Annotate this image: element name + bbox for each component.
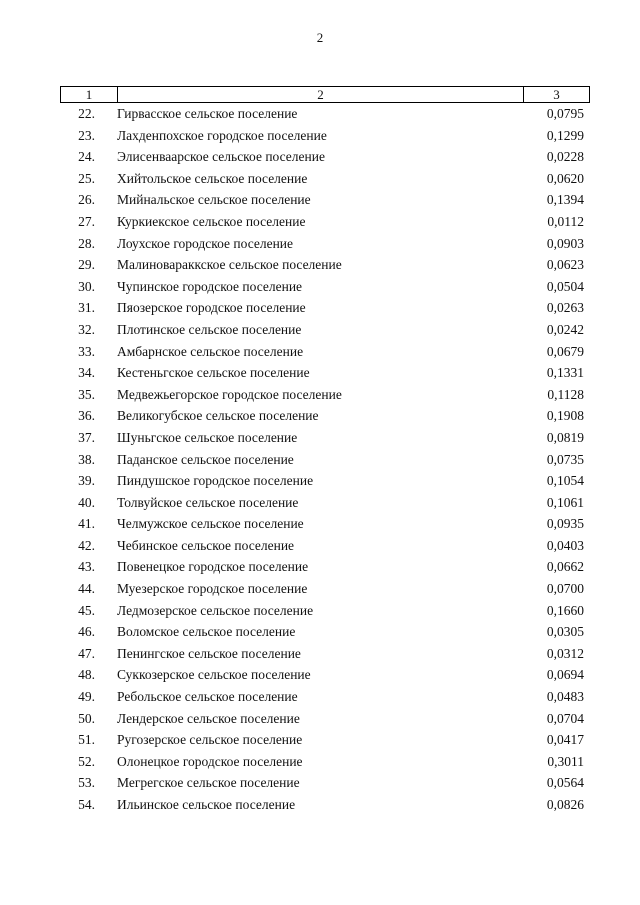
settlement-name: Кестеньгское сельское поселение — [117, 365, 310, 381]
header-col-1: 1 — [85, 87, 93, 102]
row-number: 41. — [78, 516, 95, 532]
row-number: 26. — [78, 192, 95, 208]
coefficient-value: 0,1331 — [546, 365, 584, 381]
settlement-name: Олонецкое городское поселение — [117, 753, 303, 769]
coefficient-value: 0,0504 — [546, 278, 584, 294]
settlement-name: Куркиекское сельское поселение — [117, 213, 306, 229]
coefficient-value: 0,0704 — [546, 710, 584, 726]
settlement-name: Суккозерское сельское поселение — [117, 667, 311, 683]
table-row — [0, 536, 640, 558]
coefficient-value: 0,0242 — [546, 321, 584, 337]
coefficient-value: 0,0694 — [546, 667, 584, 683]
row-number: 34. — [78, 365, 95, 381]
table-row — [0, 773, 640, 795]
coefficient-value: 0,0819 — [546, 429, 584, 445]
table-row — [0, 320, 640, 342]
row-number: 40. — [78, 494, 95, 510]
settlement-name: Повенецкое городское поселение — [117, 559, 309, 575]
row-number: 23. — [78, 127, 95, 143]
row-number: 35. — [78, 386, 95, 402]
coefficient-value: 0,0903 — [546, 235, 584, 251]
table-row — [0, 579, 640, 601]
table-row — [0, 126, 640, 148]
row-number: 33. — [78, 343, 95, 359]
settlement-name: Ильинское сельское поселение — [117, 797, 296, 812]
row-number: 49. — [78, 689, 95, 705]
coefficient-value: 0,1128 — [547, 386, 584, 402]
table-row — [0, 147, 640, 169]
settlement-name: Толвуйское сельское поселение — [117, 494, 299, 510]
table-row — [0, 644, 640, 666]
row-number: 52. — [78, 753, 95, 769]
table-row — [0, 450, 640, 472]
coefficient-value: 0,0483 — [546, 689, 584, 705]
settlement-name: Плотинское сельское поселение — [117, 321, 302, 337]
table-row — [0, 752, 640, 774]
row-number: 44. — [78, 581, 95, 597]
row-number: 54. — [78, 797, 95, 812]
page-number: 2 — [316, 30, 324, 45]
settlement-name: Великогубское сельское поселение — [117, 408, 319, 424]
row-number: 51. — [78, 732, 95, 748]
table-row — [0, 622, 640, 644]
row-number: 50. — [78, 710, 95, 726]
table-body — [0, 104, 640, 817]
table-row — [0, 687, 640, 709]
settlement-name: Ругозерское сельское поселение — [117, 732, 303, 748]
coefficient-value: 0,0620 — [546, 170, 584, 186]
table-row — [0, 665, 640, 687]
row-number: 48. — [78, 667, 95, 683]
table-row — [0, 363, 640, 385]
settlement-name: Ребольское сельское поселение — [117, 689, 298, 705]
table-row — [0, 601, 640, 623]
coefficient-value: 0,0826 — [546, 797, 584, 812]
table-row — [0, 104, 640, 126]
settlement-name: Мегрегское сельское поселение — [117, 775, 300, 791]
row-number: 45. — [78, 602, 95, 618]
row-number: 28. — [78, 235, 95, 251]
coefficient-value: 0,0417 — [546, 732, 584, 748]
settlement-name: Воломское сельское поселение — [117, 624, 296, 640]
coefficient-value: 0,3011 — [547, 753, 584, 769]
coefficient-value: 0,0263 — [546, 300, 584, 316]
row-number: 43. — [78, 559, 95, 575]
row-number: 46. — [78, 624, 95, 640]
row-number: 29. — [78, 257, 95, 273]
settlement-name: Гирвасское сельское поселение — [117, 106, 298, 121]
settlement-name: Элисенваарское сельское поселение — [117, 149, 325, 165]
coefficient-value: 0,0795 — [546, 106, 584, 121]
table-row — [0, 234, 640, 256]
table-header — [60, 86, 590, 103]
row-number: 53. — [78, 775, 95, 791]
coefficient-value: 0,0735 — [546, 451, 584, 467]
table-row — [0, 428, 640, 450]
row-number: 30. — [78, 278, 95, 294]
table-row — [0, 493, 640, 515]
table-row — [0, 255, 640, 277]
coefficient-value: 0,1054 — [546, 473, 584, 489]
coefficient-value: 0,0403 — [546, 537, 584, 553]
coefficient-value: 0,0623 — [546, 257, 584, 273]
coefficient-value: 0,1394 — [546, 192, 584, 208]
settlement-name: Чебинское сельское поселение — [117, 537, 295, 553]
settlement-name: Ледмозерское сельское поселение — [117, 602, 314, 618]
coefficient-value: 0,0564 — [546, 775, 584, 791]
settlement-name: Муезерское городское поселение — [117, 581, 308, 597]
coefficient-value: 0,0312 — [546, 645, 584, 661]
table-row — [0, 471, 640, 493]
coefficient-value: 0,1061 — [546, 494, 584, 510]
row-number: 36. — [78, 408, 95, 424]
row-number: 39. — [78, 473, 95, 489]
row-number: 27. — [78, 213, 95, 229]
coefficient-value: 0,1660 — [546, 602, 584, 618]
coefficient-value: 0,0679 — [546, 343, 584, 359]
table-row — [0, 169, 640, 191]
coefficient-value: 0,0112 — [547, 213, 584, 229]
settlement-name: Мийнальское сельское поселение — [117, 192, 311, 208]
table-row — [0, 298, 640, 320]
settlement-name: Пенингское сельское поселение — [117, 645, 301, 661]
settlement-name: Лахденпохское городское поселение — [117, 127, 327, 143]
settlement-name: Пяозерское городское поселение — [117, 300, 306, 316]
row-number: 42. — [78, 537, 95, 553]
coefficient-value: 0,1299 — [546, 127, 584, 143]
header-col-2: 2 — [117, 87, 524, 102]
table-row — [0, 406, 640, 428]
settlement-name: Лоухское городское поселение — [117, 235, 294, 251]
settlement-name: Лендерское сельское поселение — [117, 710, 300, 726]
table-row — [0, 514, 640, 536]
table-row — [0, 342, 640, 364]
row-number: 32. — [78, 321, 95, 337]
table-row — [0, 557, 640, 579]
table-row — [0, 212, 640, 234]
row-number: 38. — [78, 451, 95, 467]
table-row — [0, 709, 640, 731]
coefficient-value: 0,0935 — [546, 516, 584, 532]
table-row — [0, 385, 640, 407]
settlement-name: Медвежьегорское городское поселение — [117, 386, 342, 402]
coefficient-value: 0,0662 — [546, 559, 584, 575]
row-number: 24. — [78, 149, 95, 165]
row-number: 47. — [78, 645, 95, 661]
coefficient-value: 0,0228 — [546, 149, 584, 165]
settlement-name: Паданское сельское поселение — [117, 451, 294, 467]
settlement-name: Шуньгское сельское поселение — [117, 429, 298, 445]
header-col-3: 3 — [553, 87, 560, 102]
settlement-name: Малиновараккское сельское поселение — [117, 257, 342, 273]
coefficient-value: 0,1908 — [546, 408, 584, 424]
table-row — [0, 190, 640, 212]
row-number: 25. — [78, 170, 95, 186]
table-row — [0, 795, 640, 817]
coefficient-value: 0,0700 — [546, 581, 584, 597]
settlement-name: Пиндушское городское поселение — [117, 473, 314, 489]
row-number: 31. — [78, 300, 95, 316]
row-number: 37. — [78, 429, 95, 445]
row-number: 22. — [78, 106, 95, 121]
settlement-name: Чупинское городское поселение — [117, 278, 303, 294]
settlement-name: Челмужское сельское поселение — [117, 516, 304, 532]
coefficient-value: 0,0305 — [546, 624, 584, 640]
table-row — [0, 730, 640, 752]
settlement-name: Хийтольское сельское поселение — [117, 170, 308, 186]
table-row — [0, 277, 640, 299]
settlement-name: Амбарнское сельское поселение — [117, 343, 304, 359]
